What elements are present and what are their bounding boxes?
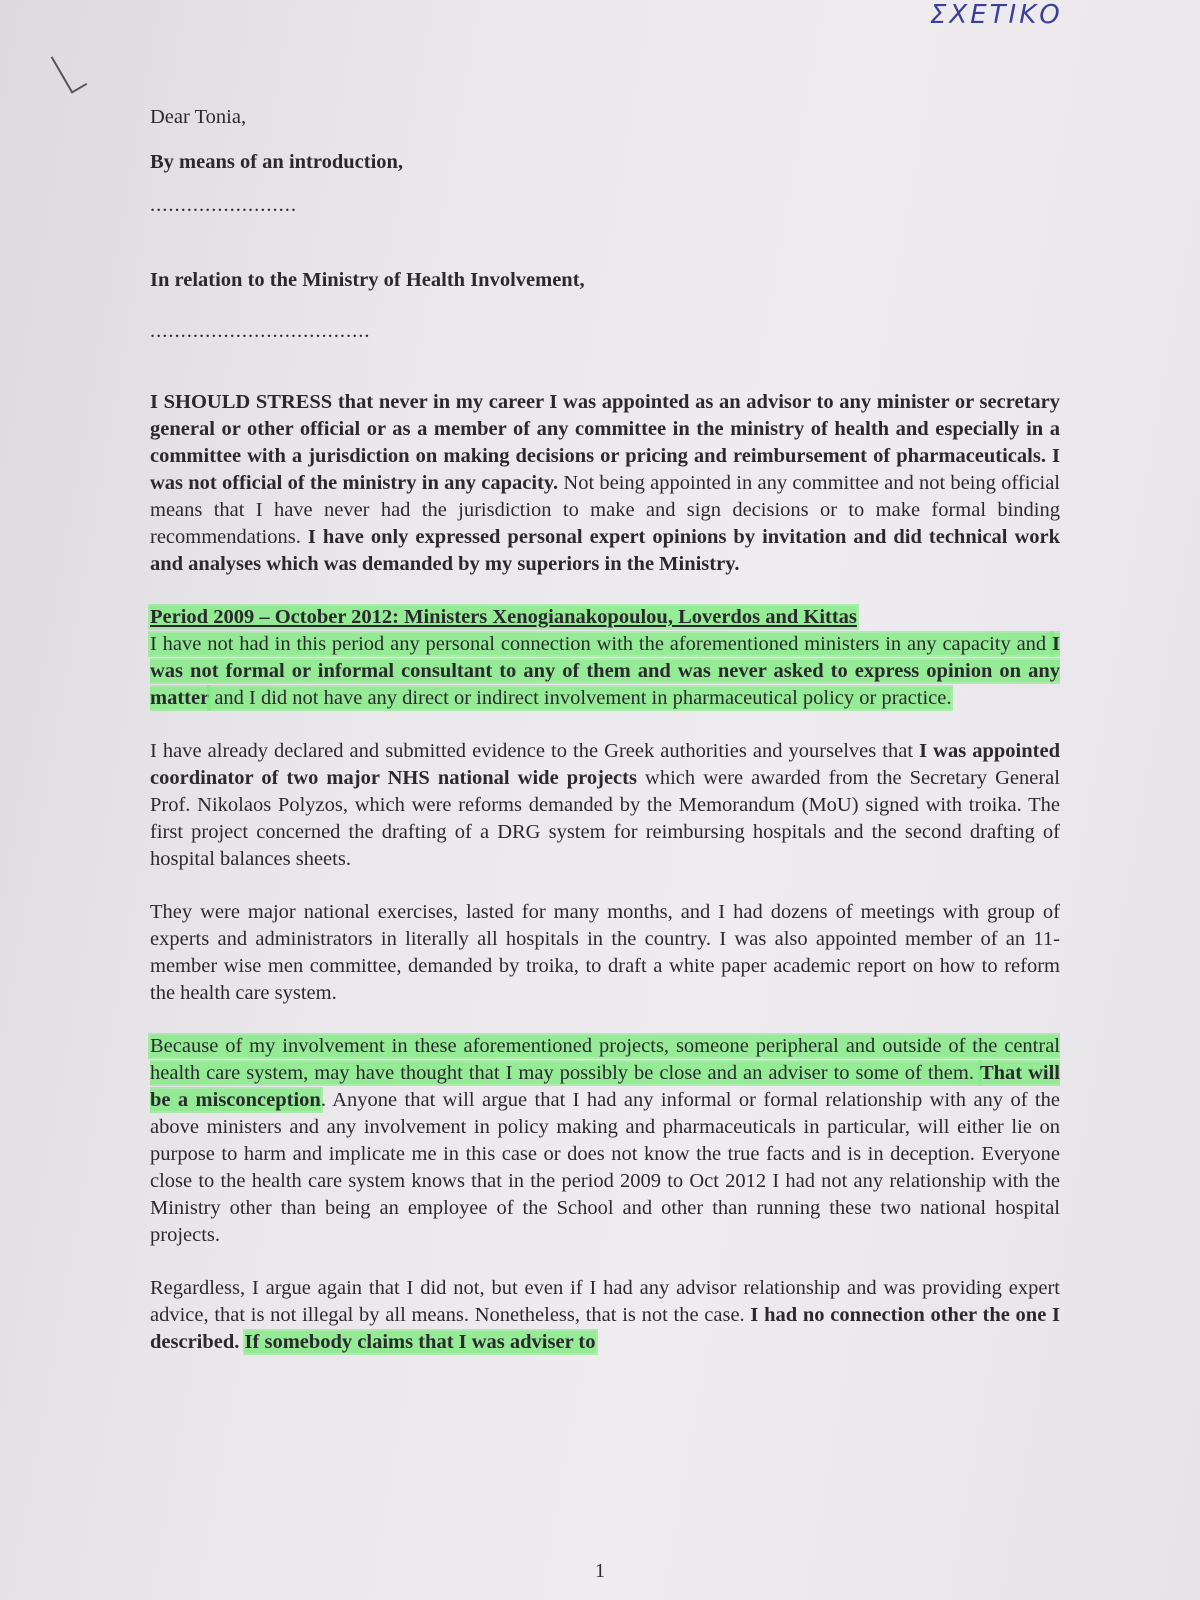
ministry-heading: In relation to the Ministry of Health Involvement, <box>150 269 585 291</box>
regardless-bold: I had no connection other the one I described. <box>150 1304 1060 1353</box>
paragraph-stress <box>150 389 1060 578</box>
misconception-text: . Anyone that will argue that I had any informal or formal relationship with any of the above ministers and any involvement in policy making and pharmaceuticals in particular, will either lie on purpose to harm and implicate me in this case or does not know the true facts and is in deception. Everyone close to the health care system knows that in the period 2009 to Oct 2012 I had not any relationship with the Ministry other than being an employee of the School and other than running these two national hospital projects. <box>150 1089 1060 1246</box>
paragraph-exercises: They were major national exercises, lasted for many months, and I had dozens of meetings with group of experts and administrators in literally all hospitals in the country. I was also appointed member of an 11-member wise men committee, demanded by troika, to draft a white paper academic report on how to reform the health care system. <box>150 901 1060 1004</box>
paragraph-period <box>150 604 1060 712</box>
intro-heading: By means of an introduction, <box>150 151 404 173</box>
stress-text: Not being appointed in any committee and not being official means that I have never had the jurisdiction to make and sign decisions or to make formal binding recommendations. <box>150 472 1060 548</box>
period-text-b: and I did not have any direct or indirect involvement in pharmaceutical policy or practice. <box>209 687 952 709</box>
ellipsis-separator: ........................ <box>150 194 297 216</box>
letter-body <box>150 104 1060 1356</box>
period-bold: I was not formal or informal consultant to any of them and was never asked to express opinion on any matter <box>150 633 1060 709</box>
misconception-highlight: Because of my involvement in these aforementioned projects, someone peripheral and outside of the central health care system, may have thought that I may possibly be close and an adviser to some of them. <box>150 1035 1060 1084</box>
coordinator-bold: I was appointed coordinator of two major NHS national wide projects <box>150 740 1060 789</box>
regardless-highlight: If somebody claims that I was adviser to <box>244 1331 596 1353</box>
paragraph-misconception <box>150 1033 1060 1249</box>
misconception-bold: That will be a misconception <box>150 1062 1061 1111</box>
stress-bold: I SHOULD STRESS that never in my career I was appointed as an advisor to any minister or secretary general or other official or as a member of any committee in the ministry of health and especially in a committee with a jurisdiction on making decisions or pricing and reimbursement of pharmaceuticals. I was not official of the ministry in any capacity. <box>150 391 1060 494</box>
coordinator-text-a: I have already declared and submitted evidence to the Greek authorities and yourselves that <box>150 740 920 762</box>
coordinator-text-b: which were awarded from the Secretary General Prof. Nikolaos Polyzos, which were reforms demanded by the Memorandum (MoU) signed with troika. The first project concerned the drafting of a DRG system for reimbursing hospitals and the second drafting of hospital balances sheets. <box>150 767 1060 870</box>
ellipsis-separator-2: .................................... <box>150 320 371 342</box>
regardless-text: Regardless, I argue again that I did not, but even if I had any advisor relationship and was providing expert advice, that is not illegal by all means. Nonetheless, that is not the case. <box>150 1277 1060 1326</box>
staple-mark <box>51 48 88 93</box>
handwritten-note: ΣΧΕΤΙΚΟ <box>930 0 1063 30</box>
paragraph-regardless <box>150 1275 1060 1356</box>
salutation: Dear Tonia, <box>150 106 247 128</box>
period-heading: Period 2009 – October 2012: Ministers Xenogianakopoulou, Loverdos and Kittas <box>150 606 857 628</box>
paragraph-coordinator <box>150 738 1060 873</box>
page-number: 1 <box>595 1560 605 1582</box>
period-text-a: I have not had in this period any personal connection with the aforementioned ministers in any capacity and <box>150 633 1053 655</box>
stress-bold-end: I have only expressed personal expert opinions by invitation and did technical work and analyses which was demanded by my superiors in the Ministry. <box>150 526 1061 575</box>
